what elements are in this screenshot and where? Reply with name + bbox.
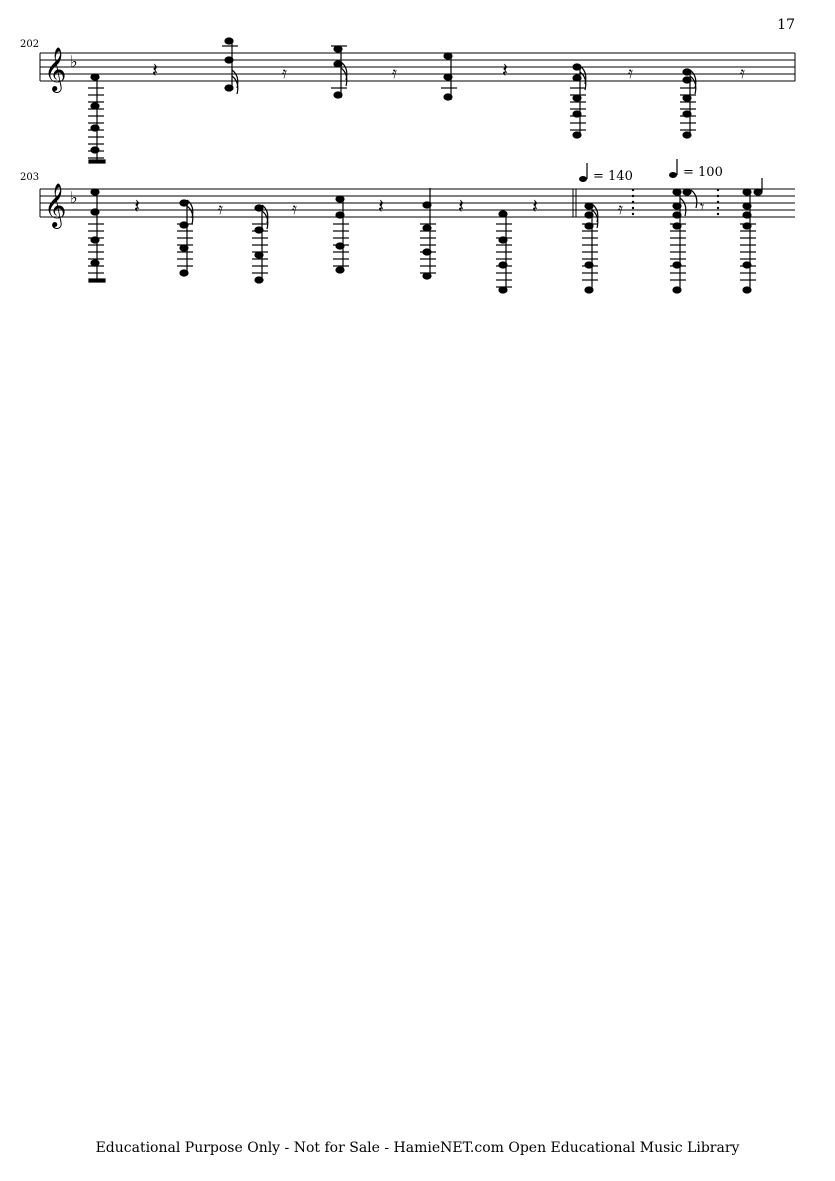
quarter-rest: 𝄽	[532, 194, 539, 218]
quarter-rest: 𝄽	[502, 58, 509, 82]
key-signature-flat: ♭	[70, 188, 78, 207]
sixteenth-rest: 𝄿	[392, 63, 397, 82]
tempo-bpm: = 140	[593, 169, 633, 184]
measure-number: 202	[20, 39, 40, 50]
note-chord	[177, 200, 193, 276]
quarter-rest: 𝄽	[134, 194, 141, 218]
tempo-bpm: = 100	[683, 165, 723, 180]
measure-number: 203	[20, 172, 40, 183]
note-chord	[740, 178, 762, 293]
staff-system-2	[0, 0, 835, 320]
sixteenth-rest: 𝄿	[282, 63, 287, 82]
quarter-rest: 𝄽	[458, 194, 465, 218]
staff-lines	[40, 189, 795, 217]
note-chord	[670, 189, 697, 293]
quarter-rest: 𝄽	[152, 58, 159, 82]
sixteenth-rest: 𝄿	[218, 199, 223, 218]
sixteenth-rest: 𝄿	[628, 63, 633, 82]
rest-dotted: 𝄿	[618, 199, 623, 218]
tempo-mark	[579, 163, 633, 184]
note-chord	[420, 188, 436, 279]
quarter-rest: 𝄽	[378, 194, 385, 218]
treble-clef: 𝄞	[44, 183, 67, 227]
treble-clef: 𝄞	[44, 47, 67, 91]
page-number: 17	[777, 17, 795, 33]
sixteenth-rest: 𝄿	[292, 199, 297, 218]
tempo-mark	[669, 159, 723, 180]
repeat-dots	[632, 189, 634, 215]
eighth-rest: 𝄾	[700, 197, 705, 216]
key-signature-flat: ♭	[70, 52, 78, 71]
note-chord	[333, 196, 349, 273]
repeat-dots	[717, 189, 719, 215]
sixteenth-rest: 𝄿	[740, 63, 745, 82]
footer-text: Educational Purpose Only - Not for Sale - HamieNET.com Open Educational Music Library	[95, 1140, 740, 1156]
note-chord	[496, 211, 512, 293]
